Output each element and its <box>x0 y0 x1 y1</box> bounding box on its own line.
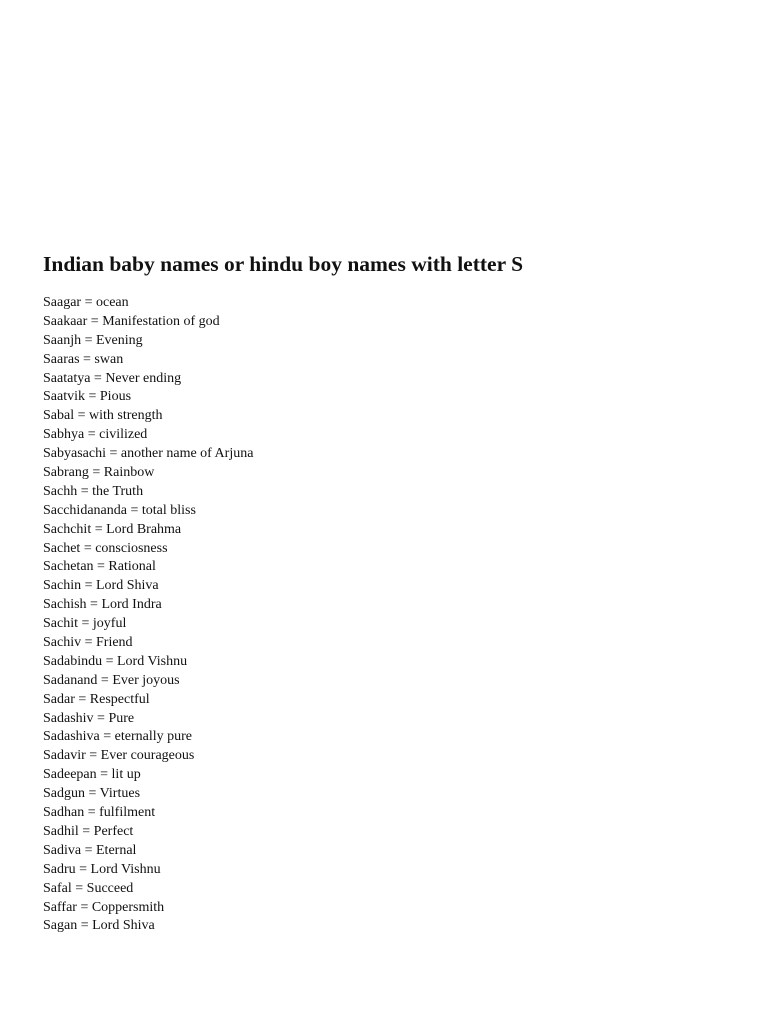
list-item: Sadanand = Ever joyous <box>43 672 180 688</box>
list-item: Sadhan = fulfilment <box>43 805 156 821</box>
list-item: Sadiva = Eternal <box>43 842 137 858</box>
list-item: Sadhil = Perfect <box>43 823 134 839</box>
list-item: Sabal = with strength <box>43 408 163 424</box>
list-item: Sabhya = civilized <box>43 427 148 443</box>
name-list <box>43 294 253 936</box>
list-item: Saatvik = Pious <box>43 389 132 405</box>
list-item: Sachet = consciosness <box>43 540 168 556</box>
list-item: Sachish = Lord Indra <box>43 597 162 613</box>
list-item: Saffar = Coppersmith <box>43 899 165 915</box>
list-item: Sadabindu = Lord Vishnu <box>43 653 188 669</box>
list-item: Sadgun = Virtues <box>43 786 141 802</box>
list-item: Sadar = Respectful <box>43 691 150 707</box>
list-item: Sadashiv = Pure <box>43 710 135 726</box>
list-item: Sachchit = Lord Brahma <box>43 521 182 537</box>
list-item: Sachit = joyful <box>43 616 127 632</box>
list-item: Saanjh = Evening <box>43 332 143 348</box>
list-item: Saakaar = Manifestation of god <box>43 313 220 329</box>
list-item: Sadeepan = lit up <box>43 767 141 783</box>
list-item: Saaras = swan <box>43 351 124 367</box>
list-item: Sagan = Lord Shiva <box>43 918 155 934</box>
list-item: Sacchidananda = total bliss <box>43 502 196 518</box>
list-item: Sabrang = Rainbow <box>43 465 155 481</box>
list-item: Saagar = ocean <box>43 295 129 310</box>
page-title: Indian baby names or hindu boy names with letter S <box>43 252 524 276</box>
list-item: Sadavir = Ever courageous <box>43 748 195 764</box>
list-item: Sachin = Lord Shiva <box>43 578 159 594</box>
list-item: Sabyasachi = another name of Arjuna <box>43 446 254 462</box>
list-item: Safal = Succeed <box>43 880 134 896</box>
list-item: Sachetan = Rational <box>43 559 156 575</box>
list-item: Sadashiva = eternally pure <box>43 729 193 745</box>
list-item: Sachiv = Friend <box>43 635 133 651</box>
list-item: Sachh = the Truth <box>43 483 144 499</box>
list-item: Sadru = Lord Vishnu <box>43 861 161 877</box>
list-item: Saatatya = Never ending <box>43 370 182 386</box>
